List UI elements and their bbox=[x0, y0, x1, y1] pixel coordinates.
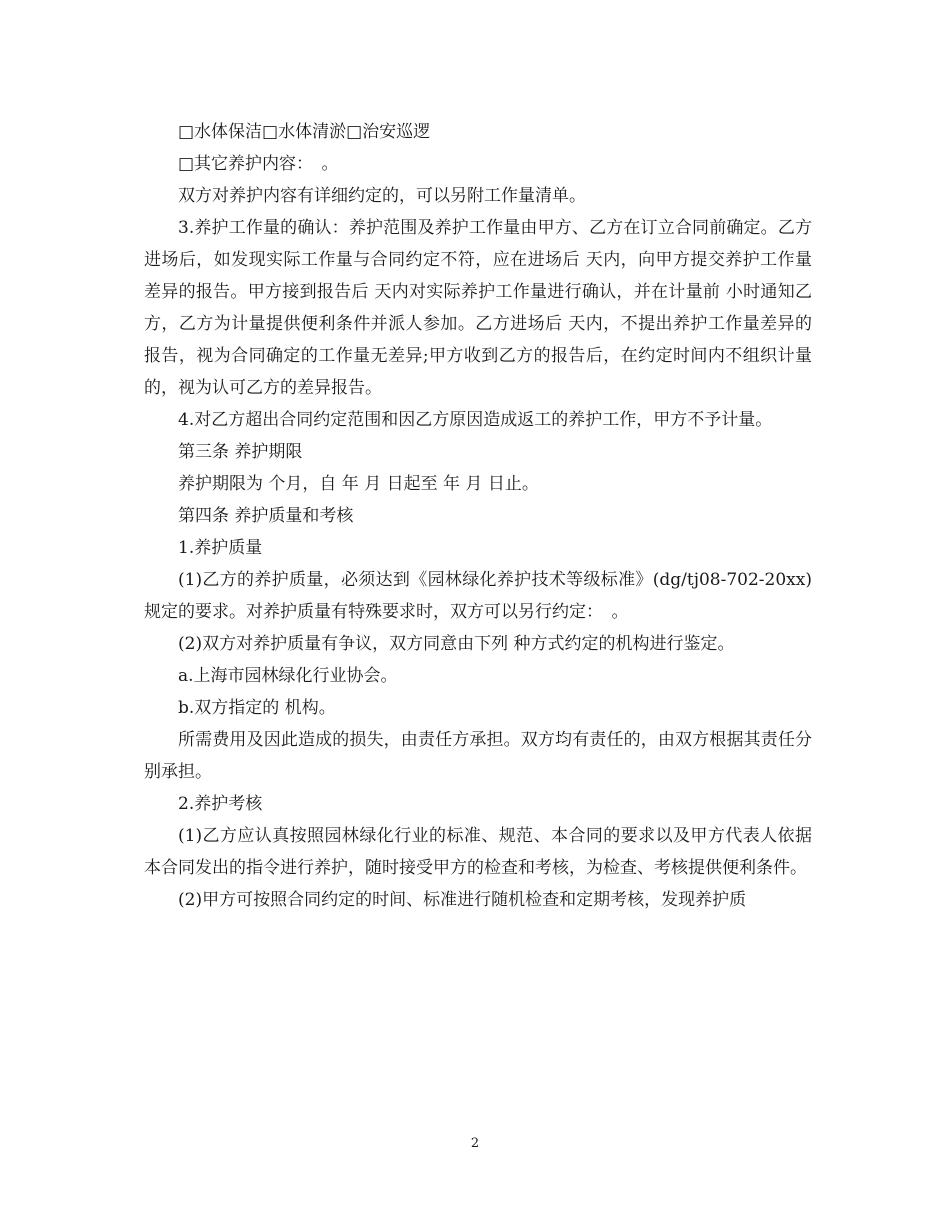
paragraph-service-options-2: □其它养护内容： 。 bbox=[178, 154, 339, 174]
paragraph-quality-standard: (1)乙方的养护质量，必须达到《园林绿化养护技术等级标准》(dg/tj08-702-20xx)规定的要求。对养护质量有特殊要求时，双方可以另行约定： 。 bbox=[144, 570, 812, 622]
paragraph-option-a: a.上海市园林绿化行业协会。 bbox=[178, 666, 398, 686]
heading-article-4: 第四条 养护质量和考核 bbox=[178, 506, 354, 526]
paragraph-assessment-2: (2)甲方可按照合同约定的时间、标准进行随机检查和定期考核，发现养护质 bbox=[178, 890, 747, 910]
paragraph-quality-dispute: (2)双方对养护质量有争议，双方同意由下列 种方式约定的机构进行鉴定。 bbox=[178, 634, 735, 654]
paragraph-service-options-1: □水体保洁□水体清淤□治安巡逻 bbox=[178, 122, 431, 142]
page-body bbox=[144, 116, 812, 916]
heading-maintenance-assessment: 2.养护考核 bbox=[178, 794, 263, 814]
paragraph-option-b: b.双方指定的 机构。 bbox=[178, 698, 336, 718]
page-number: 2 bbox=[470, 1136, 480, 1151]
heading-maintenance-quality: 1.养护质量 bbox=[178, 538, 263, 558]
paragraph-cost-liability: 所需费用及因此造成的损失，由责任方承担。双方均有责任的，由双方根据其责任分别承担。 bbox=[144, 730, 812, 782]
heading-article-3: 第三条 养护期限 bbox=[178, 442, 303, 462]
paragraph-workload-confirmation: 3.养护工作量的确认：养护范围及养护工作量由甲方、乙方在订立合同前确定。乙方进场后，如发现实际工作量与合同约定不符，应在进场后 天内，向甲方提交养护工作量差异的报告。甲方接到报告后 天内对实际养护工作量进行确认，并在计量前 小时通知乙方，乙方为计量提供便利条件并派人参加。乙方进场后 天内，不提出养护工作量差异的报告，视为合同确定的工作量无差异;甲方收到乙方的报告后，在约定时间内不组织计量的，视为认可乙方的差异报告。 bbox=[144, 218, 812, 398]
paragraph-assessment-1: (1)乙方应认真按照园林绿化行业的标准、规范、本合同的要求以及甲方代表人依据本合同发出的指令进行养护，随时接受甲方的检查和考核，为检查、考核提供便利条件。 bbox=[144, 826, 812, 878]
paragraph-workload-list: 双方对养护内容有详细约定的，可以另附工作量清单。 bbox=[178, 186, 586, 206]
paragraph-maintenance-period: 养护期限为 个月，自 年 月 日起至 年 月 日止。 bbox=[178, 474, 539, 494]
paragraph-no-metering: 4.对乙方超出合同约定范围和因乙方原因造成返工的养护工作，甲方不予计量。 bbox=[178, 410, 773, 430]
